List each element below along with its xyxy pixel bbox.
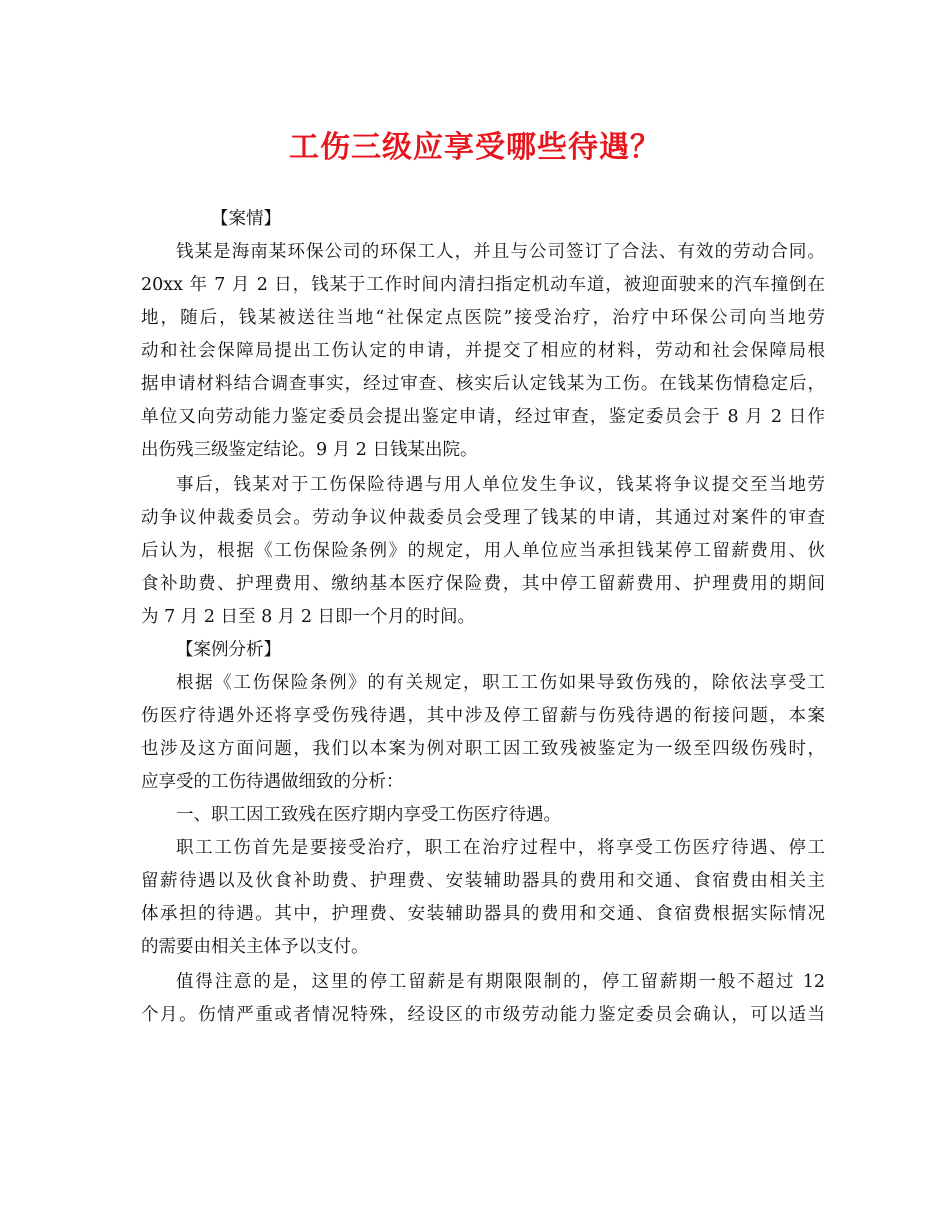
paragraph-line: 出伤残三级鉴定结论。9 月 2 日钱某出院。 [141, 440, 478, 460]
paragraph-line: 后认为，根据《工伤保险条例》的规定，用人单位应当承担钱某停工留薪费用、伙 [141, 541, 825, 561]
paragraph-line: 单位又向劳动能力鉴定委员会提出鉴定申请，经过审查，鉴定委员会于 8 月 2 日作 [141, 407, 825, 427]
paragraph-line: 据申请材料结合调查事实，经过审查、核实后认定钱某为工伤。在钱某伤情稳定后， [141, 374, 825, 394]
paragraph-line: 食补助费、护理费用、缴纳基本医疗保险费，其中停工留薪费用、护理费用的期间 [141, 574, 825, 594]
paragraph-line: 钱某是海南某环保公司的环保工人，并且与公司签订了合法、有效的劳动合同。 [176, 242, 825, 262]
paragraph-line: 根据《工伤保险条例》的有关规定，职工工伤如果导致伤残的，除依法享受工 [176, 673, 825, 693]
paragraph-line: 一、职工因工致残在医疗期内享受工伤医疗待遇。 [176, 805, 561, 825]
paragraph-line: 也涉及这方面问题，我们以本案为例对职工因工致残被鉴定为一级至四级伤残时， [141, 739, 825, 759]
paragraph-line: 职工工伤首先是要接受治疗，职工在治疗过程中，将享受工伤医疗待遇、停工 [176, 838, 825, 858]
paragraph-line: 值得注意的是，这里的停工留薪是有期限限制的，停工留薪期一般不超过 12 [176, 972, 825, 992]
paragraph-line: 地，随后，钱某被送往当地“社保定点医院”接受治疗，治疗中环保公司向当地劳 [141, 308, 825, 328]
paragraph-line: 20xx 年 7 月 2 日，钱某于工作时间内清扫指定机动车道，被迎面驶来的汽车撞倒在 [141, 275, 825, 295]
paragraph-line: 个月。伤情严重或者情况特殊，经设区的市级劳动能力鉴定委员会确认，可以适当 [141, 1005, 825, 1025]
section-heading-analysis: 【案例分析】 [176, 640, 281, 660]
paragraph-line: 为 7 月 2 日至 8 月 2 日即一个月的时间。 [141, 607, 476, 627]
paragraph-line: 伤医疗待遇外还将享受伤残待遇，其中涉及停工留薪与伤残待遇的衔接问题，本案 [141, 706, 825, 726]
paragraph-line: 体承担的待遇。其中，护理费、安装辅助器具的费用和交通、食宿费根据实际情况 [141, 904, 825, 924]
paragraph-line: 留薪待遇以及伙食补助费、护理费、安装辅助器具的费用和交通、食宿费由相关主 [141, 871, 825, 891]
paragraph-line: 应享受的工伤待遇做细致的分析： [141, 772, 404, 792]
document-body [141, 203, 825, 1032]
section-heading-case: 【案情】 [211, 209, 281, 229]
paragraph-line: 动和社会保障局提出工伤认定的申请，并提交了相应的材料，劳动和社会保障局根 [141, 341, 825, 361]
document-title: 工伤三级应享受哪些待遇？ [289, 130, 661, 165]
paragraph-line: 事后，钱某对于工伤保险待遇与用人单位发生争议，钱某将争议提交至当地劳 [176, 475, 825, 495]
paragraph-line: 的需要由相关主体予以支付。 [141, 937, 369, 957]
paragraph-line: 动争议仲裁委员会。劳动争议仲裁委员会受理了钱某的申请，其通过对案件的审查 [141, 508, 825, 528]
